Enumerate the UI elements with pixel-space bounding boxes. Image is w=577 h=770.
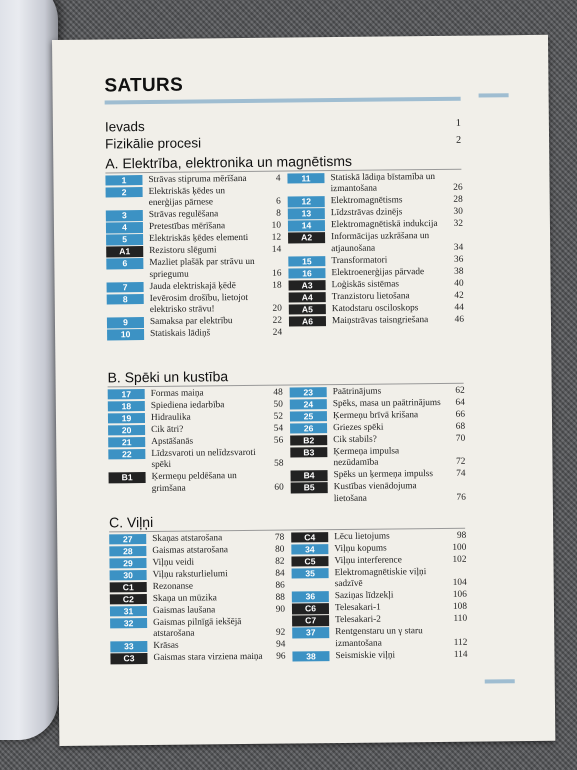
chapter-number-badge: 1 — [105, 175, 142, 186]
chapter-number-badge: 11 — [287, 173, 324, 184]
page-number: 32 — [453, 219, 464, 230]
page-number: 6 — [276, 197, 281, 208]
page-number: 84 — [275, 568, 285, 579]
toc-entry — [288, 219, 463, 232]
chapter-title: Elektromagnētiskā indukcija — [330, 219, 438, 231]
chapter-number-badge: 6 — [106, 258, 143, 269]
toc-entry — [107, 316, 282, 329]
page-number: 44 — [454, 302, 464, 313]
chapter-number-badge: 38 — [292, 651, 329, 662]
chapter-title: Līdzsvaroti un nelīdzsvaroti spēki — [151, 447, 256, 471]
chapter-number-badge: C5 — [291, 556, 328, 567]
chapter-title: Skaņas atstarošana — [152, 533, 223, 544]
chapter-title: Pretestības mērīšana — [148, 221, 226, 233]
toc-entry — [290, 434, 465, 447]
page-number: 110 — [453, 614, 468, 625]
page-number: 78 — [274, 532, 285, 543]
chapter-title: Informācijas uzkrāšana un atjaunošana — [331, 231, 430, 254]
chapter-title: Viļņu veidi — [152, 557, 195, 568]
section-c-left-column — [109, 533, 285, 666]
toc-entry — [291, 469, 466, 482]
chapter-title: Strāvas stipruma mērīšana — [148, 173, 247, 185]
chapter-number-badge: 32 — [110, 618, 147, 629]
chapter-title: Viļņu kopums — [334, 543, 387, 555]
toc-entry — [292, 649, 467, 662]
page-number: 12 — [271, 233, 282, 244]
chapter-number-badge: B2 — [290, 435, 327, 446]
section-heading-a: A. Elektrība, elektronika un magnētisms — [105, 152, 353, 172]
page-number: 90 — [275, 604, 286, 615]
chapter-number-badge: 23 — [290, 387, 327, 398]
page-number: 52 — [273, 411, 284, 422]
toc-entry — [288, 207, 463, 220]
toc-entry — [292, 602, 467, 615]
toc-entry — [292, 626, 467, 651]
toc-entry — [106, 209, 281, 222]
chapter-title: Jauda elektriskajā ķēdē — [149, 280, 236, 292]
page-number: 20 — [272, 303, 282, 314]
chapter-title: Formas maiņa — [150, 388, 204, 399]
chapter-number-badge: 16 — [288, 268, 325, 279]
chapter-title: Tranzistoru lietošana — [331, 291, 410, 302]
toc-entry — [288, 195, 463, 208]
chapter-number-badge: 31 — [110, 606, 147, 617]
chapter-number-badge: 33 — [110, 641, 147, 652]
page-number: 82 — [275, 556, 285, 567]
toc-entry — [292, 590, 467, 603]
section-a-right-column — [287, 172, 464, 329]
toc-entry — [105, 174, 280, 187]
toc-entry — [288, 255, 463, 268]
page-number: 68 — [455, 421, 466, 432]
chapter-number-badge: C7 — [292, 616, 329, 627]
chapter-number-badge: 18 — [108, 401, 145, 412]
toc-entry — [287, 172, 462, 197]
chapter-number-badge: A1 — [106, 246, 143, 257]
page-number: 64 — [455, 397, 465, 408]
chapter-title: Cik stabils? — [333, 434, 377, 446]
chapter-number-badge: 37 — [292, 628, 329, 639]
chapter-title: Hidraulika — [150, 412, 191, 423]
page-number: 76 — [456, 492, 466, 503]
chapter-title: Transformatori — [331, 255, 388, 266]
page-number: 60 — [274, 482, 284, 493]
toc-entry — [110, 617, 285, 642]
chapter-number-badge: 30 — [110, 570, 147, 581]
chapter-title: Krāsas — [153, 641, 179, 652]
page-number: 4 — [275, 173, 281, 184]
page-number: 72 — [456, 457, 466, 468]
page-title: SATURS — [104, 74, 184, 97]
chapter-number-badge: 17 — [108, 389, 145, 400]
chapter-number-badge: 20 — [108, 425, 145, 436]
chapter-title: Strāvas regulēšana — [148, 209, 219, 221]
chapter-number-badge: B5 — [291, 483, 328, 494]
toc-entry — [109, 557, 284, 570]
chapter-number-badge: C3 — [110, 653, 147, 664]
book-page — [52, 35, 555, 746]
title-underline — [105, 97, 461, 105]
chapter-number-badge: 9 — [107, 317, 144, 328]
page-number: 62 — [455, 385, 465, 396]
chapter-title: Elektriskās ķēdes elementi — [149, 233, 249, 245]
toc-entry — [110, 581, 285, 594]
chapter-number-badge: 8 — [107, 294, 144, 305]
toc-entry — [290, 446, 465, 471]
chapter-number-badge: 25 — [290, 411, 327, 422]
chapter-title: Rentgenstaru un γ staru izmantošana — [335, 626, 423, 649]
toc-entry — [291, 481, 466, 506]
chapter-number-badge: A6 — [289, 316, 326, 327]
toc-entry — [110, 569, 285, 582]
chapter-title: Ievērosim drošību, lietojot elektrisko strāvu! — [149, 292, 249, 316]
toc-entry — [109, 545, 284, 558]
page-number: 94 — [275, 639, 286, 651]
chapter-title: Gaismas atstarošana — [152, 545, 229, 556]
page-number: 54 — [273, 423, 284, 434]
page-number: 80 — [275, 544, 285, 555]
chapter-title: Katodstaru osciloskops — [331, 302, 419, 314]
chapter-title: Saziņas līdzekļi — [334, 590, 394, 602]
chapter-title: Telesakari-1 — [334, 602, 381, 614]
chapter-title: Ķermeņu peldēšana un grimšana — [151, 471, 237, 494]
chapter-number-badge: 3 — [106, 210, 143, 221]
chapter-number-badge: B4 — [291, 471, 328, 482]
toc-entry — [289, 303, 464, 316]
left-page-edge — [0, 0, 58, 740]
chapter-title: Maiņstrāvas taisngriešana — [331, 314, 429, 326]
toc-entry — [290, 398, 465, 411]
chapter-number-badge: 24 — [290, 399, 327, 410]
chapter-title: Gaismas pilnīgā iekšējā atstarošana — [153, 617, 242, 640]
toc-intro-page: 1 — [455, 117, 461, 129]
page-number: 112 — [453, 637, 468, 648]
chapter-title: Loģiskās sistēmas — [331, 279, 400, 290]
chapter-number-badge: B1 — [109, 472, 146, 483]
toc-intro-line — [105, 133, 461, 152]
chapter-number-badge: 19 — [108, 413, 145, 424]
chapter-number-badge: A3 — [289, 280, 326, 291]
section-a-left-column — [105, 174, 282, 342]
chapter-title: Cik ātri? — [151, 424, 184, 435]
page-number: 34 — [453, 242, 464, 253]
page-number: 70 — [455, 433, 466, 444]
page-number: 38 — [454, 266, 464, 277]
chapter-number-badge: 28 — [109, 546, 146, 557]
toc-intro-label: Ievads — [104, 119, 145, 135]
chapter-title: Elektriskās ķēdes un enerģijas pārnese — [148, 186, 226, 209]
chapter-number-badge: 22 — [108, 449, 145, 460]
toc-intro-page: 2 — [456, 134, 462, 146]
chapter-title: Elektroenerģijas pārvade — [331, 266, 425, 278]
toc-entry — [290, 410, 465, 423]
chapter-number-badge: C2 — [110, 594, 147, 605]
chapter-number-badge: A5 — [289, 304, 326, 315]
page-number: 88 — [275, 592, 285, 603]
toc-entry — [108, 436, 283, 449]
chapter-title: Spēks, masa un paātrinājums — [332, 397, 441, 410]
toc-entry — [108, 388, 283, 401]
chapter-title: Samaksa par elektrību — [149, 316, 233, 328]
page-number: 96 — [276, 651, 286, 663]
page-number: 42 — [454, 290, 464, 301]
title-margin-bar — [479, 93, 509, 97]
toc-intro-label: Fizikālie procesi — [105, 135, 202, 152]
page-number: 28 — [453, 195, 463, 206]
page-number: 86 — [275, 580, 285, 591]
toc-entry — [107, 280, 282, 293]
chapter-title: Gaismas laušana — [152, 605, 216, 616]
toc-entry — [107, 328, 282, 341]
toc-entry — [288, 231, 463, 256]
chapter-number-badge: A4 — [289, 292, 326, 303]
page-number: 92 — [275, 627, 286, 639]
toc-entry — [292, 614, 467, 627]
page-number: 36 — [453, 254, 464, 265]
page-number: 58 — [274, 459, 284, 470]
chapter-title: Līdzstrāvas dzinējs — [330, 207, 403, 219]
chapter-title: Apstāšanās — [151, 436, 194, 447]
chapter-number-badge: 35 — [292, 568, 329, 579]
toc-entry — [106, 233, 281, 246]
page-number: 66 — [455, 409, 465, 420]
chapter-number-badge: B3 — [290, 447, 327, 458]
chapter-number-badge: 10 — [107, 329, 144, 340]
toc-entry — [291, 543, 466, 556]
page-number: 8 — [276, 209, 281, 220]
page-number: 14 — [271, 245, 282, 256]
chapter-title: Lēcu lietojums — [334, 531, 390, 543]
chapter-number-badge: 27 — [109, 534, 146, 545]
chapter-title: Kustības vienādojuma lietošana — [333, 481, 417, 504]
chapter-title: Elektromagnētisms — [330, 195, 403, 207]
chapter-number-badge: 4 — [106, 222, 143, 233]
chapter-number-badge: A2 — [288, 233, 325, 244]
chapter-number-badge: 7 — [107, 282, 144, 293]
page-number: 22 — [272, 315, 283, 326]
page-number: 18 — [272, 280, 282, 291]
chapter-title: Mazliet plašāk par strāvu un spriegumu — [149, 257, 255, 280]
section-b-left-column — [108, 388, 284, 497]
page-number: 24 — [272, 327, 283, 338]
page-number: 48 — [273, 387, 283, 398]
page-number: 106 — [452, 590, 467, 601]
page-number: 108 — [452, 602, 468, 613]
chapter-number-badge: 34 — [291, 544, 328, 555]
chapter-number-badge: 13 — [288, 209, 325, 220]
chapter-title: Viļņu raksturlielumi — [152, 569, 228, 580]
toc-entry — [291, 555, 466, 568]
toc-entry — [110, 640, 285, 653]
chapter-number-badge: 21 — [108, 437, 145, 448]
chapter-title: Ķermeņa impulsa nezūdamība — [333, 446, 400, 469]
chapter-title: Gaismas stara virziena maiņa — [153, 652, 263, 664]
chapter-number-badge: 12 — [288, 197, 325, 208]
toc-entry — [289, 291, 464, 304]
section-c-right-column — [291, 531, 467, 664]
toc-entry — [106, 186, 281, 211]
toc-entry — [106, 257, 281, 282]
toc-entry — [108, 400, 283, 413]
toc-entry — [289, 315, 464, 328]
section-b-right-column — [290, 386, 466, 507]
chapter-title: Paātrinājums — [332, 386, 382, 398]
page-number: 114 — [453, 649, 468, 660]
toc-entry — [109, 471, 284, 496]
chapter-title: Telesakari-2 — [335, 614, 381, 626]
toc-entry — [108, 424, 283, 437]
toc-entry — [290, 386, 465, 399]
page-number: 16 — [272, 268, 282, 279]
toc-entry — [107, 292, 282, 317]
page-number: 10 — [271, 221, 282, 232]
page-number: 74 — [456, 469, 466, 480]
chapter-title: Elektromagnētiskie viļņi sadzīvē — [334, 567, 427, 590]
page-number: 46 — [454, 314, 465, 325]
chapter-number-badge: 15 — [288, 256, 325, 267]
chapter-title: Skaņa un mūzika — [152, 593, 217, 604]
chapter-title: Viļņu interference — [334, 555, 402, 567]
section-heading-b: B. Spēki un kustība — [107, 368, 229, 386]
chapter-title: Rezistoru slēgumi — [149, 245, 217, 257]
chapter-number-badge: 29 — [109, 558, 146, 569]
toc-entry — [108, 448, 283, 473]
chapter-number-badge: 36 — [292, 592, 329, 603]
chapter-title: Statiskā lādiņa bīstamība un izmantošana — [330, 171, 436, 195]
page-number: 104 — [452, 578, 467, 589]
toc-entry — [109, 533, 284, 546]
page-number: 56 — [273, 435, 284, 446]
toc-entry — [110, 593, 285, 606]
chapter-number-badge: C4 — [291, 532, 328, 543]
page-number: 102 — [452, 554, 467, 565]
toc-entry — [110, 605, 285, 618]
page-number: 40 — [454, 278, 464, 289]
chapter-number-badge: 14 — [288, 221, 325, 232]
toc-entry — [110, 652, 285, 665]
page-number: 50 — [273, 399, 283, 410]
section-heading-c: C. Viļņi — [108, 513, 154, 531]
page-number: 26 — [453, 183, 463, 194]
chapter-number-badge: C6 — [292, 604, 329, 615]
toc-entry — [292, 567, 467, 592]
toc-intro-line — [105, 116, 461, 135]
chapter-title: Seismiskie viļņi — [335, 650, 396, 661]
chapter-title: Rezonanse — [152, 581, 194, 592]
toc-entry — [106, 221, 281, 234]
chapter-number-badge: C1 — [110, 582, 147, 593]
toc-entry — [106, 245, 281, 258]
toc-entry — [108, 412, 283, 425]
chapter-title: Ķermeņu brīvā krišana — [332, 410, 419, 422]
toc-entry — [290, 422, 465, 435]
chapter-title: Statiskais lādiņš — [150, 328, 211, 340]
page-number: 30 — [453, 207, 463, 218]
chapter-number-badge: 5 — [106, 234, 143, 245]
chapter-number-badge: 2 — [106, 187, 143, 198]
chapter-title: Griezes spēki — [333, 422, 384, 434]
page-number: 98 — [456, 530, 467, 541]
page-number: 100 — [452, 542, 467, 553]
toc-entry — [289, 279, 464, 292]
toc-entry — [291, 531, 466, 544]
chapter-title: Spēks un ķermeņa impulss — [333, 469, 434, 481]
chapter-number-badge: 26 — [290, 423, 327, 434]
bottom-margin-bar — [485, 679, 515, 683]
chapter-title: Spiediena iedarbība — [150, 400, 225, 411]
toc-entry — [288, 267, 463, 280]
